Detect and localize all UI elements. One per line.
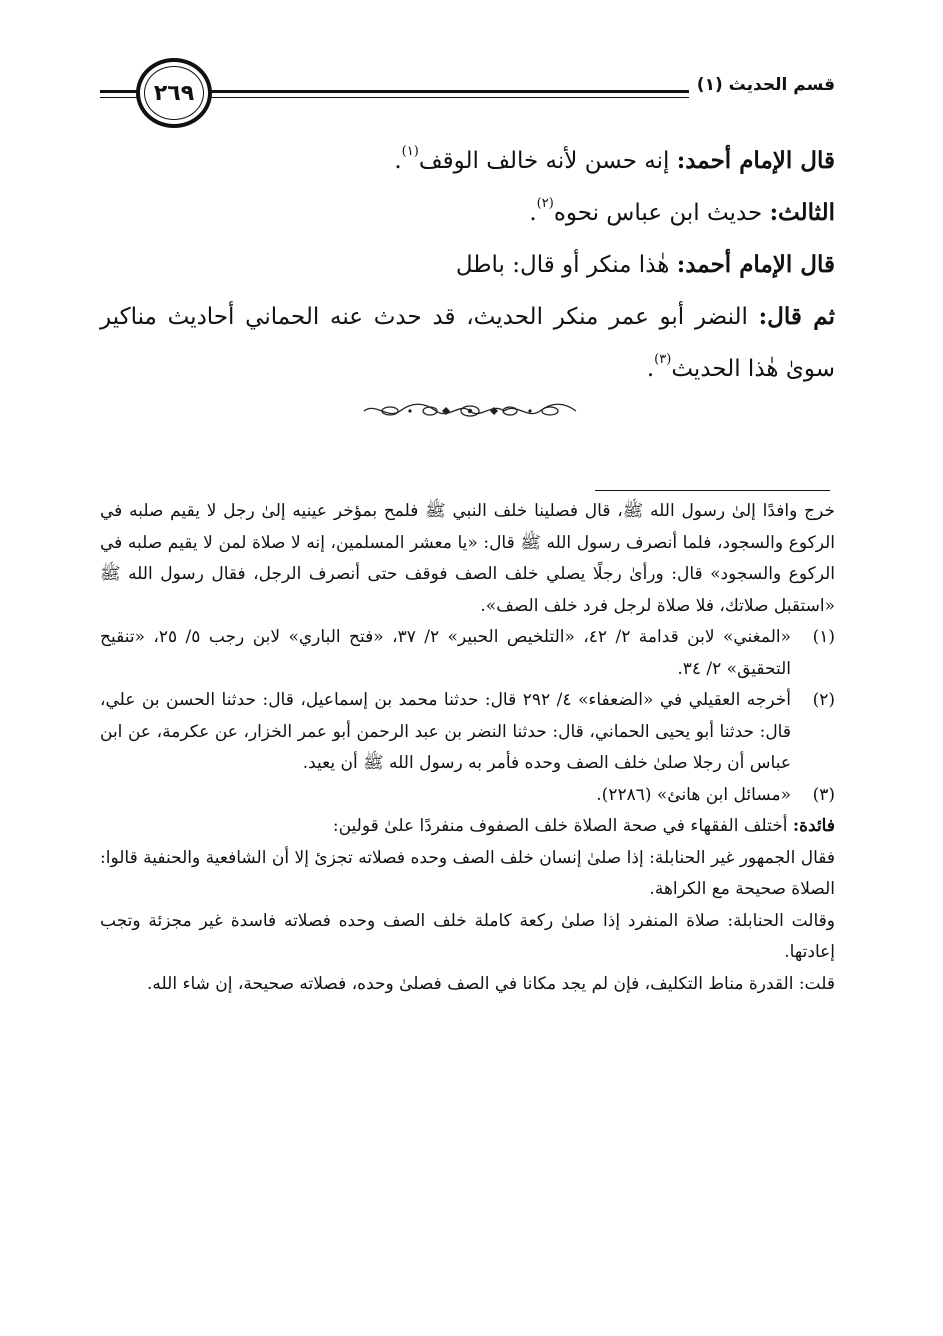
footnote-ref: (١) (401, 144, 419, 160)
running-title: قسم الحديث (١) (689, 72, 835, 98)
footnote-continuation: خرج وافدًا إلىٰ رسول الله ﷺ، قال فصلينا خلف النبي ﷺ فلمح بمؤخر عينيه إلىٰ رجل لا يقيم صلبه في الركوع والسجود، فلما أنصرف رسول الله ﷺ قال: «يا معشر المسلمين، إنه لا صلاة لمن لا يقيم صلبه في الركوع والسجود» قال: ورأىٰ رجلًا يصلي خلف الصف فوقف حتى أنصرف الرجل، فقال رسول الله ﷺ «استقبل صلاتك، فلا صلاة لرجل فرد خلف الصف». (100, 501, 835, 616)
note-paragraph-3: قلت: القدرة مناط التكليف، فإن لم يجد مكانا في الصف فصلىٰ وحده، فصلاته صحيحة، إن شاء الله. (147, 973, 835, 994)
footnotes (100, 496, 835, 1000)
speaker-label: قال الإمام أحمد: (676, 147, 835, 174)
main-paragraph-2 (100, 187, 835, 239)
speaker-label: الثالث: (769, 199, 835, 226)
footnote-number: (٣) (812, 784, 835, 805)
speaker-label: قال الإمام أحمد: (676, 251, 835, 278)
faida-paragraph (100, 811, 835, 843)
faida-label: فائدة: (792, 816, 835, 836)
main-paragraph-4 (100, 291, 835, 395)
speaker-label: ثم قال: (758, 303, 836, 330)
footnote-number: (١) (812, 627, 835, 647)
end-mark: . (646, 356, 655, 382)
footnote-separator (595, 490, 830, 491)
main-paragraph-1 (100, 135, 835, 187)
end-mark: . (529, 200, 537, 226)
paragraph-text: حديث ابن عباس نحوه (553, 200, 770, 226)
footnote-text: أخرجه العقيلي في «الضعفاء» ٤/ ٢٩٢ قال: حدثنا محمد بن إسماعيل، قال: حدثنا الحسن بن علي، قال: حدثنا أبو يحيى الحماني، قال: حدثنا النضر بن عبد الرحمن أبو عمر الخزار، عن عكرمة، عن ابن عباس أن رجلا صلىٰ خلف الصف وحده فأمر به رسول الله ﷺ أن يعيد. (100, 690, 792, 773)
footnote-2 (100, 685, 835, 780)
end-mark: . (394, 148, 402, 174)
footnote-ref: (٢) (536, 196, 554, 212)
page-header (100, 52, 835, 132)
ornament-divider-icon (360, 400, 580, 422)
footnote-text: «المغني» لابن قدامة ٢/ ٤٢، «التلخيص الحبير» ٢/ ٣٧، «فتح الباري» لابن رجب ٥/ ٢٥، «تنقيح التحقيق» ٢/ ٣٤. (100, 627, 791, 679)
page-number-frame (136, 58, 212, 128)
main-paragraph-3 (100, 239, 835, 291)
footnote-1 (100, 622, 835, 685)
paragraph-text: إنه حسن لأنه خالف الوقف (418, 148, 677, 174)
footnote-number: (٢) (812, 690, 835, 710)
main-text (100, 135, 835, 395)
paragraph-text: النضر أبو عمر منكر الحديث، قد حدث عنه الحماني أحاديث مناكير سوىٰ هٰذا الحديث (100, 304, 835, 382)
faida-text: أختلف الفقهاء في صحة الصلاة خلف الصفوف منفردًا علىٰ قولين: (332, 816, 793, 836)
paragraph-text: هٰذا منكر أو قال: باطل (455, 252, 677, 278)
footnote-ref: (٣) (654, 352, 672, 368)
page-number: ٢٦٩ (153, 80, 195, 106)
footnote-3 (100, 780, 835, 812)
note-paragraph-1: فقال الجمهور غير الحنابلة: إذا صلىٰ إنسان خلف الصف وحده فصلاته تجزئ إلا أن الشافعية والحنفية قالوا: الصلاة صحيحة مع الكراهة. (100, 847, 835, 899)
note-paragraph-2: وقالت الحنابلة: صلاة المنفرد إذا صلىٰ ركعة كاملة خلف الصف وحده فصلاته فاسدة غير مجزئة وتجب إعادتها. (100, 910, 835, 962)
footnote-text: «مسائل ابن هانئ» (٢٢٨٦). (596, 784, 791, 805)
